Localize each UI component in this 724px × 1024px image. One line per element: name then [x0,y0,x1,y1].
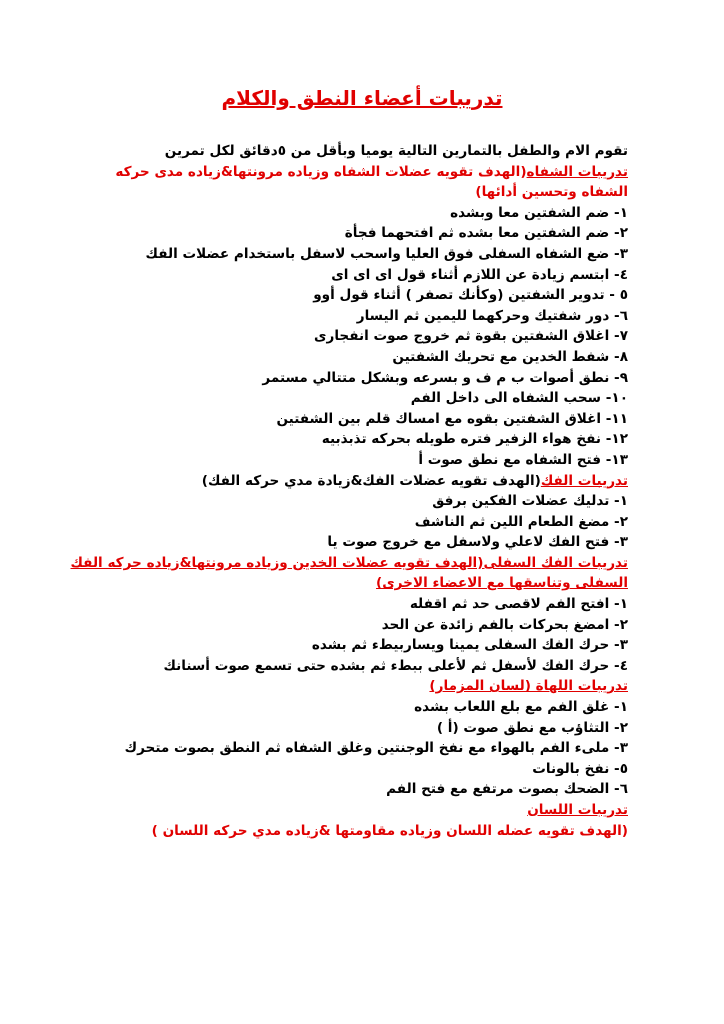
list-item: ٥- نفخ بالونات [532,760,628,777]
jaw-section-header [68,471,628,492]
lips-heading: تدريبات الشفاه [526,163,628,180]
list-item: ٦- دور شفتيك وحركهما لليمين ثم اليسار [356,307,628,324]
list-item: ٢- ضم الشفتين معا بشده ثم افتحهما فجأة [344,225,628,242]
intro-text: تقوم الام والطفل بالتمارين التالية يوميا وبأقل من ٥دقائق لكل تمرين [164,143,628,159]
lips-section-header [68,162,628,203]
list-item: ١٢- نفخ هواء الزفير فتره طويله بحركه تذبذبيه [321,431,628,448]
lower-jaw-goal: (الهدف تقويه عضلات الخدين وزياده مرونتها&زياده حركه الفك السفلى وتناسقها مع الاعضاء الاخرى) [70,554,628,592]
list-item: ١- افتح الفم لاقصى حد ثم اقفله [409,596,628,613]
list-item: ٨- شفط الخدين مع تحريك الشفتين [392,348,628,365]
uvula-heading: تدريبات اللهاة (لسان المزمار) [429,678,628,695]
jaw-goal: (الهدف تقويه عضلات الفك&زيادة مدي حركه الفك) [201,472,541,489]
lower-jaw-section-header [68,553,628,594]
document-body [68,141,628,841]
lips-goal: (الهدف تقويه عضلات الشفاه وزياده مرونتها&زياده مدى حركه الشفاه وتحسين أدائها) [115,163,628,201]
list-item: ١١- اغلاق الشفتين بقوه مع امساك قلم بين الشفتين [276,410,628,427]
jaw-heading: تدريبات الفك [540,472,628,489]
list-item: ٧- اغلاق الشفتين بقوة ثم خروج صوت انفجارى [314,328,628,345]
list-item: ٤- ابتسم زيادة عن اللازم أثناء قول اى اى اى [331,266,628,283]
list-item: ٣- حرك الفك السفلى يمينا ويساربيطء ثم بشده [311,637,628,654]
list-item: ٣- ضع الشفاه السفلى فوق العليا واسحب لاسفل باستخدام عضلات الفك [145,245,628,262]
list-item: ٢- امضغ بحركات بالفم زائدة عن الحد [381,616,628,633]
lower-jaw-heading: تدريبات الفك السفلى [483,554,628,571]
list-item: ٥ - تدوير الشفتين (وكأنك تصفر ) أثناء قول أوو [313,287,628,304]
list-item: ٣- فتح الفك لاعلي ولاسفل مع خروج صوت يا [327,534,628,551]
tongue-goal: (الهدف تقويه عضله اللسان وزياده مقاومتها &زياده مدي حركه اللسان ) [151,822,628,839]
list-item: ١- تدليك عضلات الفكين برفق [432,493,628,510]
list-item: ٢- مضغ الطعام اللين ثم الناشف [414,513,628,530]
list-item: ٢- التثاؤب مع نطق صوت (أ ) [436,719,628,736]
page-title: تدريبات أعضاء النطق والكلام [221,86,503,110]
list-item: ١٣- فتح الشفاه مع نطق صوت أ [418,451,628,468]
list-item: ١- غلق الفم مع بلع اللعاب بشده [414,699,628,716]
list-item: ٩- نطق أصوات ب م ف و بسرعه وبشكل متتالي مستمر [262,369,628,386]
list-item: ١- ضم الشفتين معا وبشده [450,204,628,221]
list-item: ١٠- سحب الشفاه الى داخل الفم [410,390,628,407]
tongue-heading: تدريبات اللسان [527,802,628,818]
list-item: ٣- ملىء الفم بالهواء مع نفخ الوجنتين وغلق الشفاه ثم النطق بصوت متحرك [124,740,628,757]
list-item: ٦- الضحك بصوت مرتفع مع فتح الفم [386,781,628,798]
list-item: ٤- حرك الفك لأسفل ثم لأعلى ببطء ثم بشده حتى تسمع صوت أسنانك [163,657,628,674]
